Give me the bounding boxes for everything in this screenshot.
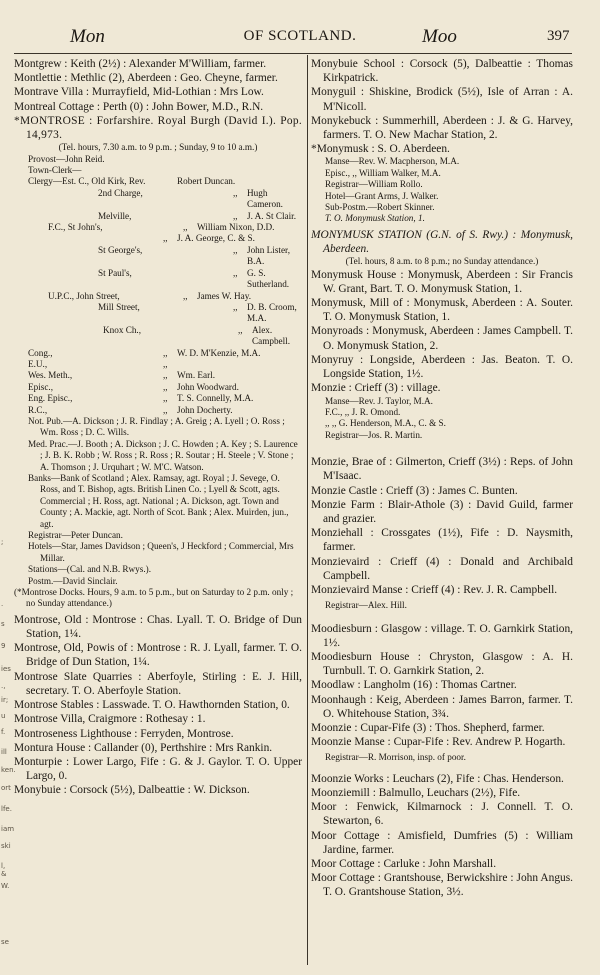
gutter-fragment: ski [1, 842, 11, 850]
clergy-minister: J. A. George, C. & S. [177, 233, 255, 244]
directory-entry: Monzie, Brae of : Gilmerton, Crieff (3½) : Reps. of John M'Isaac. [311, 456, 573, 483]
directory-entry: Moonzie Works : Leuchars (2), Fife : Chas. Henderson. [311, 772, 564, 785]
clergy-row [28, 188, 302, 211]
directory-entry: Montroseness Lighthouse : Ferryden, Montrose. [14, 727, 234, 740]
registrar-line: Registrar—Peter Duncan. [28, 530, 123, 541]
column-divider [307, 55, 308, 965]
clergy-row [28, 233, 302, 244]
clergy-church: 2nd Charge, [98, 187, 143, 198]
gutter-fragment: u [1, 712, 6, 720]
directory-entry: Monyguil : Shiskine, Brodick (5½), Isle of Arran : A. M'Nicoll. [311, 86, 573, 113]
clergy-row [28, 348, 302, 359]
clergy-church: Wes. Meth., [28, 370, 73, 381]
sub-line: Registrar—R. Morrison, insp. of poor. [325, 752, 466, 763]
directory-entry: Moor Cottage : Grantshouse, Berwickshire : John Angus. T. O. Grantshouse Station, 3½. [311, 872, 573, 899]
clergy-minister: Alex. Campbell. [252, 324, 291, 347]
clergy-table [14, 176, 302, 416]
clergy-church: Cong., [28, 347, 53, 358]
clergy-row [28, 393, 302, 404]
clergy-church: Knox Ch., [103, 324, 142, 335]
clergy-row [28, 291, 302, 302]
sub-line: Sub-Postm.—Robert Skinner. [325, 202, 435, 213]
gutter-fragment: 9 [1, 642, 6, 650]
directory-entry: Moor Cottage : Amisfield, Dumfries (5) : William Jardine, farmer. [311, 829, 573, 856]
clergy-row [28, 302, 302, 325]
clergy-church: Clergy—Est. C., Old Kirk, Rev. [28, 176, 146, 187]
gutter-fragment: ., [1, 682, 6, 690]
stations-line: Stations—(Cal. and N.B. Rwys.). [28, 564, 152, 575]
clergy-church: Episc., [28, 381, 54, 392]
gutter-fragment: s [1, 620, 5, 628]
docks-hours: (*Montrose Docks. Hours, 9 a.m. to 5 p.m., but on Saturday to 2 p.m. only ; no Sunday attendance.) [14, 587, 294, 609]
clergy-ditto: ,, [233, 187, 238, 198]
clergy-ditto: ,, [163, 370, 168, 381]
directory-entry: Monymusk House : Monymusk, Aberdeen : Sir Francis W. Grant, Bart. T. O. Monymusk Station, 1. [311, 268, 573, 295]
sub-line: Manse—Rev. W. Macpherson, M.A. [325, 156, 460, 167]
provost-line: Provost—John Reid. [28, 153, 105, 164]
gutter-fragment: ken. [1, 766, 16, 774]
directory-entry: Monymusk, Mill of : Monymusk, Aberdeen : A. Souter. T. O. Monymusk Station, 1. [311, 297, 573, 324]
clergy-church: E.U., [28, 358, 48, 369]
header-range-end: Moo [422, 26, 457, 47]
directory-entry: Monybuie : Corsock (5½), Dalbeattie : W. Dickson. [14, 784, 250, 797]
directory-entry: Moor : Fenwick, Kilmarnock : J. Connell. T. O. Stewarton, 6. [311, 801, 573, 828]
clergy-church: Eng. Episc., [28, 393, 73, 404]
gutter-fragment: W. [1, 882, 10, 890]
sub-line: Registrar—William Rollo. [325, 179, 423, 190]
sub-line: Episc., ,, William Walker, M.A. [325, 167, 441, 178]
clergy-church: F.C., St John's, [48, 222, 103, 233]
clergy-ditto: ,, [238, 324, 243, 335]
gutter-fragment: ies [1, 665, 11, 673]
hotels-list: Hotels—Star, James Davidson ; Queen's, J Heckford ; Commercial, Mrs Millar. [28, 541, 294, 563]
directory-entry: Monzie : Crieff (3) : village. [311, 382, 441, 395]
clergy-ditto: ,, [233, 267, 238, 278]
clergy-row [28, 268, 302, 291]
directory-entry: Moonzie Manse : Cupar-Fife : Rev. Andrew P. Hogarth. [311, 736, 566, 749]
clergy-minister: John Woodward. [177, 381, 239, 392]
clergy-minister: John Docherty. [177, 404, 233, 415]
clergy-row [28, 211, 302, 222]
directory-entry: Monzievaird : Crieff (4) : Donald and Archibald Campbell. [311, 555, 573, 582]
right-column [311, 57, 573, 900]
medical-practitioners: Med. Prac.—J. Booth ; A. Dickson ; J. C. Howden ; A. Key ; S. Laurence ; J. B. K. Robb ; W. Ross ; R. Ross ; R. Soutar ; H. Steele ; V. Stone ; A. Thomson ; J. Urquhart ; W. M'C. Watson. [28, 438, 298, 472]
directory-entry: Monziehall : Crossgates (1½), Fife : D. Naysmith, farmer. [311, 527, 573, 554]
clergy-ditto: ,, [233, 210, 238, 221]
directory-entry: Montgrew : Keith (2½) : Alexander M'William, farmer. [14, 58, 267, 70]
directory-entry: Montrose Slate Quarries : Aberfoyle, Stirling : E. J. Hill, secretary. T. O. Aberfoyle Station. [14, 670, 302, 697]
banks-list: Banks—Bank of Scotland ; Alex. Ramsay, agt. Royal ; J. Sevege, O. Ross, and T. Bishop, agts. British Linen Co. ; Lyell & Scott, agts. Commercial ; H. Ross, agt. National ; A. Dickson, agt. Town and County ; A. Mackie, agt. North of Scot. Bank ; Alex. Muirden, jun., agt. [28, 473, 289, 529]
sub-line: Registrar—Jos. R. Martin. [325, 429, 423, 440]
gutter-fragment: f. [1, 728, 6, 736]
directory-entry: Monyroads : Monymusk, Aberdeen : James Campbell. T. O. Monymusk Station, 2. [311, 325, 573, 352]
clergy-church: St George's, [98, 244, 143, 255]
directory-entry: Monykebuck : Summerhill, Aberdeen : J. & G. Harvey, farmers. T. O. New Machar Station, 2. [311, 114, 573, 142]
gutter-fragment: ort [1, 784, 11, 792]
directory-entry: Montrave Villa : Murrayfield, Mid-Lothian : Mrs Low. [14, 86, 264, 99]
clergy-ditto: ,, [163, 404, 168, 415]
directory-entry: Moodiesburn House : Chryston, Glasgow : A. H. Turnbull. T. O. Garnkirk Station, 2. [311, 650, 573, 678]
clergy-row [28, 245, 302, 268]
postmaster-line: Postm.—David Sinclair. [28, 575, 118, 586]
gutter-fragment: ill [1, 748, 7, 756]
clergy-minister: James W. Hay. [197, 290, 252, 301]
gutter-fragment: ir; [1, 696, 9, 704]
directory-entry: Moor Cottage : Carluke : John Marshall. [311, 858, 497, 871]
telegraph-hours: (Tel. hours, 7.30 a.m. to 9 p.m. ; Sunday, 9 to 10 a.m.) [58, 142, 258, 153]
clergy-ditto [163, 176, 177, 187]
clergy-church: St Paul's, [98, 267, 132, 278]
sub-line: Manse—Rev. J. Taylor, M.A. [325, 395, 433, 406]
directory-entry-montrose: *MONTROSE : Forfarshire. Royal Burgh (David I.). Pop. 14,973. [14, 114, 302, 142]
clergy-ditto: ,, [183, 222, 188, 233]
sub-line: F.C., ,, J. R. Omond. [325, 406, 401, 417]
directory-entry: Montura House : Callander (0), Perthshire : Mrs Rankin. [14, 741, 273, 754]
clergy-ditto: ,, [163, 233, 168, 244]
clergy-ditto: ,, [163, 393, 168, 404]
directory-entry: Moonhaugh : Keig, Aberdeen : James Barron, farmer. T. O. Whitehouse Station, 3¾. [311, 693, 573, 720]
clergy-minister: Robert Duncan. [177, 176, 236, 187]
directory-entry: Monybuie School : Corsock (5), Dalbeattie : Thomas Kirkpatrick. [311, 58, 573, 85]
clergy-ditto: ,, [163, 381, 168, 392]
notaries-public: Not. Pub.—A. Dickson ; J. R. Findlay ; A. Greig ; A. Lyell ; O. Ross ; Wm. Ross ; D. C. Wills. [28, 415, 285, 438]
clergy-church: Mill Street, [98, 301, 140, 312]
directory-entry: Moodlaw : Langholm (16) : Thomas Cartner. [311, 679, 517, 692]
margin-gutter-fragments [0, 60, 16, 960]
clergy-ditto: ,, [233, 244, 238, 255]
directory-entry: Montlettie : Methlic (2), Aberdeen : Geo. Cheyne, farmer. [14, 72, 278, 85]
directory-entry: Monyruy : Longside, Aberdeen : Jas. Beaton. T. O. Longside Station, 1½. [311, 353, 573, 381]
clergy-church: R.C., [28, 404, 48, 415]
header-title: OF SCOTLAND. [243, 28, 357, 44]
telegraph-hours: (Tel. hours, 8 a.m. to 8 p.m.; no Sunday attendance.) [345, 256, 539, 267]
directory-entry: Montrose Stables : Lasswade. T. O. Hawthornden Station, 0. [14, 699, 290, 712]
gutter-fragment: lfe. [1, 805, 12, 813]
clergy-row [28, 382, 302, 393]
clergy-minister: T. S. Connelly, M.A. [177, 393, 254, 404]
town-clerk-line: Town-Clerk— [28, 165, 82, 176]
clergy-row [28, 176, 302, 187]
directory-entry: Montrose, Old : Montrose : Chas. Lyall. T. O. Bridge of Dun Station, 1¼. [14, 613, 302, 641]
sub-line: ,, ,, G. Henderson, M.A., C. & S. [325, 418, 446, 429]
gutter-fragment: l, & [1, 862, 7, 878]
clergy-minister: Hugh Cameron. [247, 187, 283, 210]
clergy-row [28, 325, 302, 348]
directory-entry: Moonzie : Cupar-Fife (3) : Thos. Shepherd, farmer. [311, 721, 545, 734]
directory-entry-station: MONYMUSK STATION (G.N. of S. Rwy.) : Monymusk, Aberdeen. [311, 228, 573, 256]
sub-line: Hotel—Grant Arms, J. Walker. [325, 190, 439, 201]
clergy-ditto: ,, [163, 347, 168, 358]
directory-entry: Moonziemill : Balmullo, Leuchars (2½), Fife. [311, 787, 521, 799]
sub-line: T. O. Monymusk Station, 1. [325, 213, 425, 224]
directory-entry: Montrose Villa, Craigmore : Rothesay : 1. [14, 713, 206, 726]
clergy-minister: G. S. Sutherland. [247, 267, 290, 290]
clergy-minister: D. B. Croom, M.A. [247, 301, 297, 324]
page-header [0, 26, 600, 50]
page-number: 397 [547, 28, 570, 44]
clergy-minister: J. A. St Clair. [247, 210, 297, 221]
directory-entry: *Monymusk : S. O. Aberdeen. [311, 143, 450, 156]
sub-line: Registrar—Alex. Hill. [325, 600, 407, 611]
clergy-ditto: ,, [233, 301, 238, 312]
clergy-minister: Wm. Earl. [177, 370, 216, 381]
clergy-minister: William Nixon, D.D. [197, 222, 275, 233]
clergy-row [28, 222, 302, 233]
gutter-fragment: . [1, 600, 4, 608]
gutter-fragment: ; [1, 538, 4, 546]
clergy-row [28, 370, 302, 381]
directory-entry: Monzie Farm : Blair-Athole (3) : David Guild, farmer and grazier. [311, 498, 573, 525]
directory-entry: Montrose, Old, Powis of : Montrose : R. J. Lyall, farmer. T. O. Bridge of Dun Station, 1¼. [14, 642, 302, 669]
clergy-row [28, 405, 302, 416]
directory-entry: Monzievaird Manse : Crieff (4) : Rev. J. R. Campbell. [311, 583, 558, 596]
clergy-minister: John Lister, B.A. [247, 244, 291, 267]
directory-entry: Montreal Cottage : Perth (0) : John Bower, M.D., R.N. [14, 100, 264, 113]
clergy-minister: W. D. M'Kenzie, M.A. [177, 347, 261, 358]
directory-entry: Moodiesburn : Glasgow : village. T. O. Garnkirk Station, 1½. [311, 622, 573, 649]
clergy-row [28, 359, 302, 370]
left-column [14, 57, 302, 798]
gutter-fragment: se [1, 938, 9, 946]
clergy-church [28, 233, 163, 244]
directory-entry: Monturpie : Lower Largo, Fife : G. & J. Gaylor. T. O. Upper Largo, 0. [14, 755, 302, 783]
header-range-start: Mon [70, 26, 105, 47]
clergy-ditto: ,, [163, 358, 168, 369]
header-rule [14, 53, 572, 54]
clergy-church: U.P.C., John Street, [48, 290, 120, 301]
gutter-fragment: iam [1, 825, 15, 833]
directory-entry: Monzie Castle : Crieff (3) : James C. Bunten. [311, 484, 518, 497]
clergy-church: Melville, [98, 210, 132, 221]
clergy-minister [177, 359, 302, 370]
clergy-ditto: ,, [183, 290, 188, 301]
